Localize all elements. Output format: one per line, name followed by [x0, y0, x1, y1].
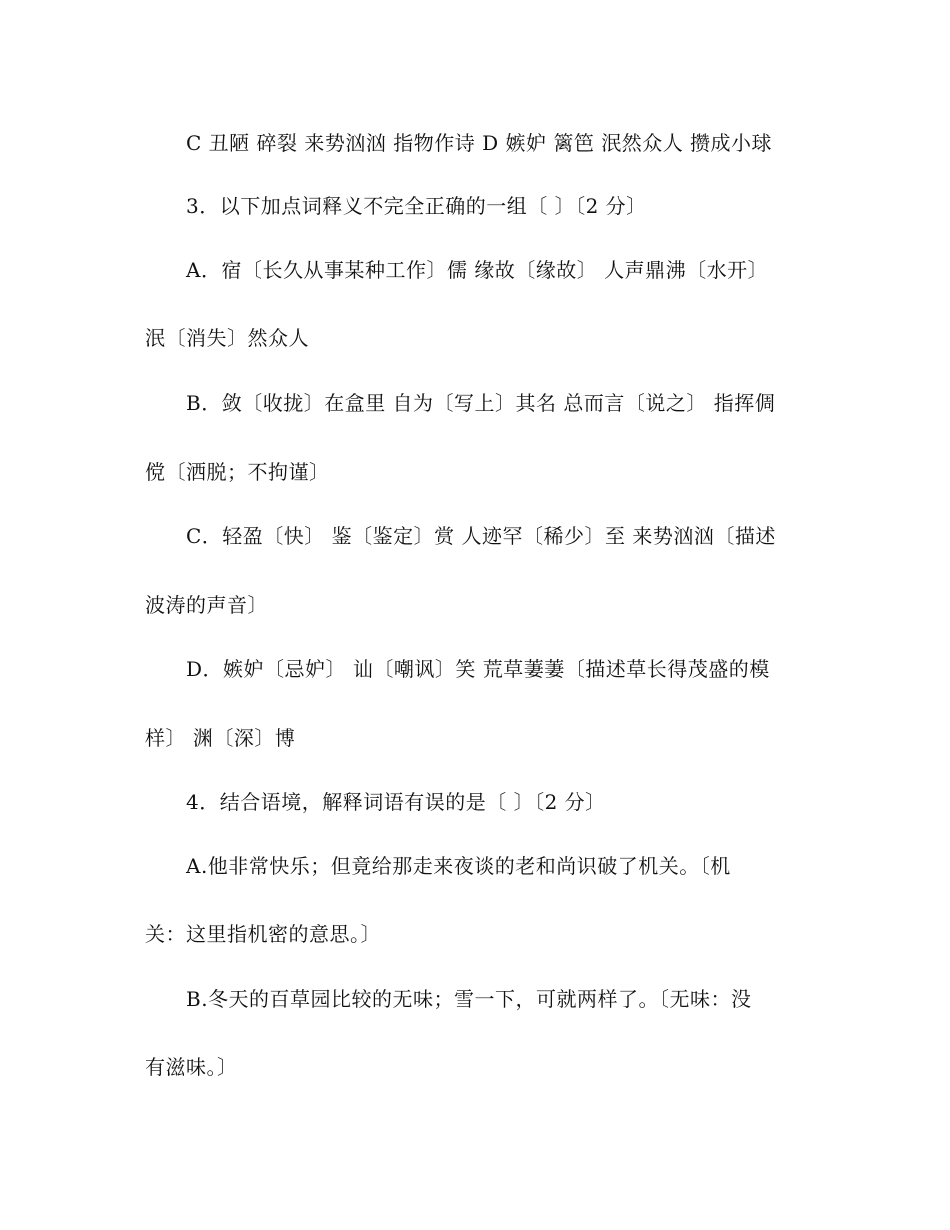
q3-option-b: B．敛〔收拢〕在盒里 自为〔写上〕其名 总而言〔说之〕 指挥倜 [186, 391, 776, 415]
q3-option-c: C．轻盈〔快〕 鉴〔鉴定〕赏 人迹罕〔稀少〕至 来势汹汹〔描述 [186, 524, 776, 548]
q3-option-c-continued: 波涛的声音〕 [145, 593, 268, 617]
q4-option-a: A.他非常快乐；但竟给那走来夜谈的老和尚识破了机关。〔机 [186, 854, 731, 878]
question-3-heading: 3．以下加点词释义不完全正确的一组〔 〕〔2 分〕 [186, 194, 647, 218]
q4-option-b: B.冬天的百草园比较的无味；雪一下，可就两样了。〔无味：没 [186, 987, 752, 1011]
text-line-options-c-d: C 丑陋 碎裂 来势汹汹 指物作诗 D 嫉妒 篱笆 泯然众人 攒成小球 [186, 131, 773, 155]
q4-option-a-continued: 关：这里指机密的意思。〕 [145, 922, 381, 946]
q3-option-d: D．嫉妒〔忌妒〕 讪〔嘲讽〕笑 荒草萋萋〔描述草长得茂盛的模 [186, 657, 770, 681]
q4-option-b-continued: 有滋味。〕 [145, 1055, 238, 1079]
q3-option-d-continued: 样〕 渊〔深〕博 [145, 726, 296, 750]
question-4-heading: 4．结合语境，解释词语有误的是〔 〕〔2 分〕 [186, 790, 606, 814]
q3-option-a-continued: 泯〔消失〕然众人 [145, 326, 309, 350]
q3-option-a: A．宿〔长久从事某种工作〕儒 缘故〔缘故〕 人声鼎沸〔水开〕 [186, 258, 769, 282]
q3-option-b-continued: 傥〔洒脱；不拘谨〕 [145, 460, 330, 484]
